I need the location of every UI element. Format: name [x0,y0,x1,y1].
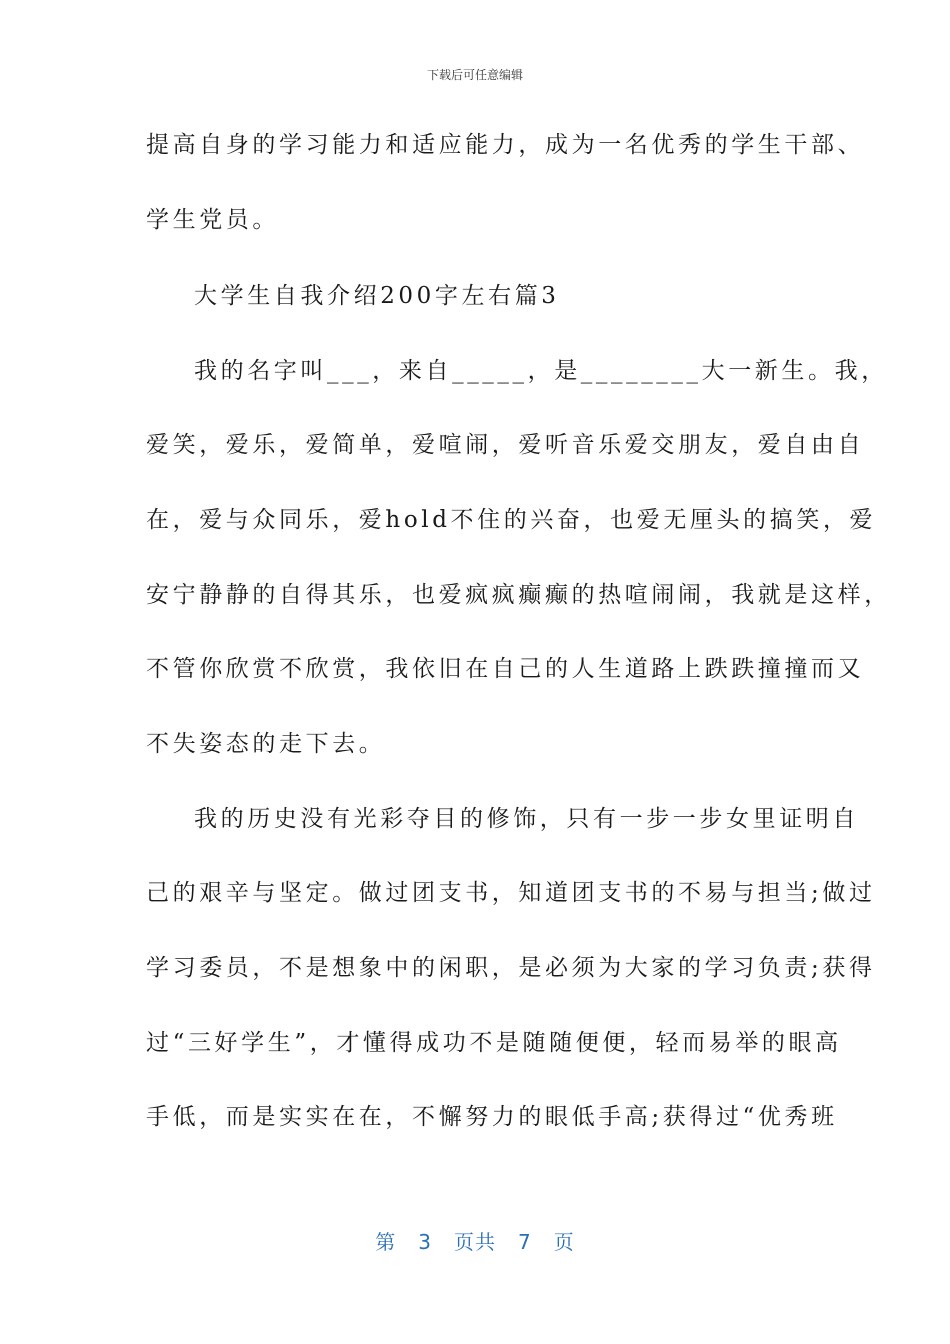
footer-prefix: 第 [375,1230,397,1254]
text-line: 不管你欣赏不欣赏，我依旧在自己的人生道路上跌跌撞撞而又 [146,656,865,682]
text-line: 在，爱与众同乐，爱hold不住的兴奋，也爱无厘头的搞笑，爱 [146,507,877,533]
footer-suffix: 页 [553,1230,575,1254]
text-line: 爱笑，爱乐，爱简单，爱喧闹，爱听音乐爱交朋友，爱自由自 [146,432,865,458]
footer-current-page: 3 [418,1230,432,1254]
text-line: 学生党员。 [146,207,279,233]
footer-total-pages: 7 [518,1230,532,1254]
text-line: 学习委员，不是想象中的闲职，是必须为大家的学习负责;获得 [146,955,876,981]
header-note: 下载后可任意编辑 [426,68,523,82]
section-heading: 大学生自我介绍200字左右篇3 [194,283,560,309]
text-line: 手低，而是实实在在，不懈努力的眼低手高;获得过“优秀班 [146,1104,838,1130]
text-line: 过“三好学生”，才懂得成功不是随随便便，轻而易举的眼高 [146,1030,842,1056]
text-line: 我的历史没有光彩夺目的修饰，只有一步一步女里证明自 [194,806,859,832]
text-line: 不失姿态的走下去。 [146,731,386,757]
page-footer [0,1226,950,1255]
text-line: 我的名字叫___，来自_____，是________大一新生。我， [194,358,888,384]
footer-middle: 页共 [454,1230,496,1254]
text-line: 提高自身的学习能力和适应能力，成为一名优秀的学生干部、 [146,132,865,158]
text-line: 安宁静静的自得其乐，也爱疯疯癫癫的热喧闹闹，我就是这样， [146,582,891,608]
text-line: 己的艰辛与坚定。做过团支书，知道团支书的不易与担当;做过 [146,880,876,906]
